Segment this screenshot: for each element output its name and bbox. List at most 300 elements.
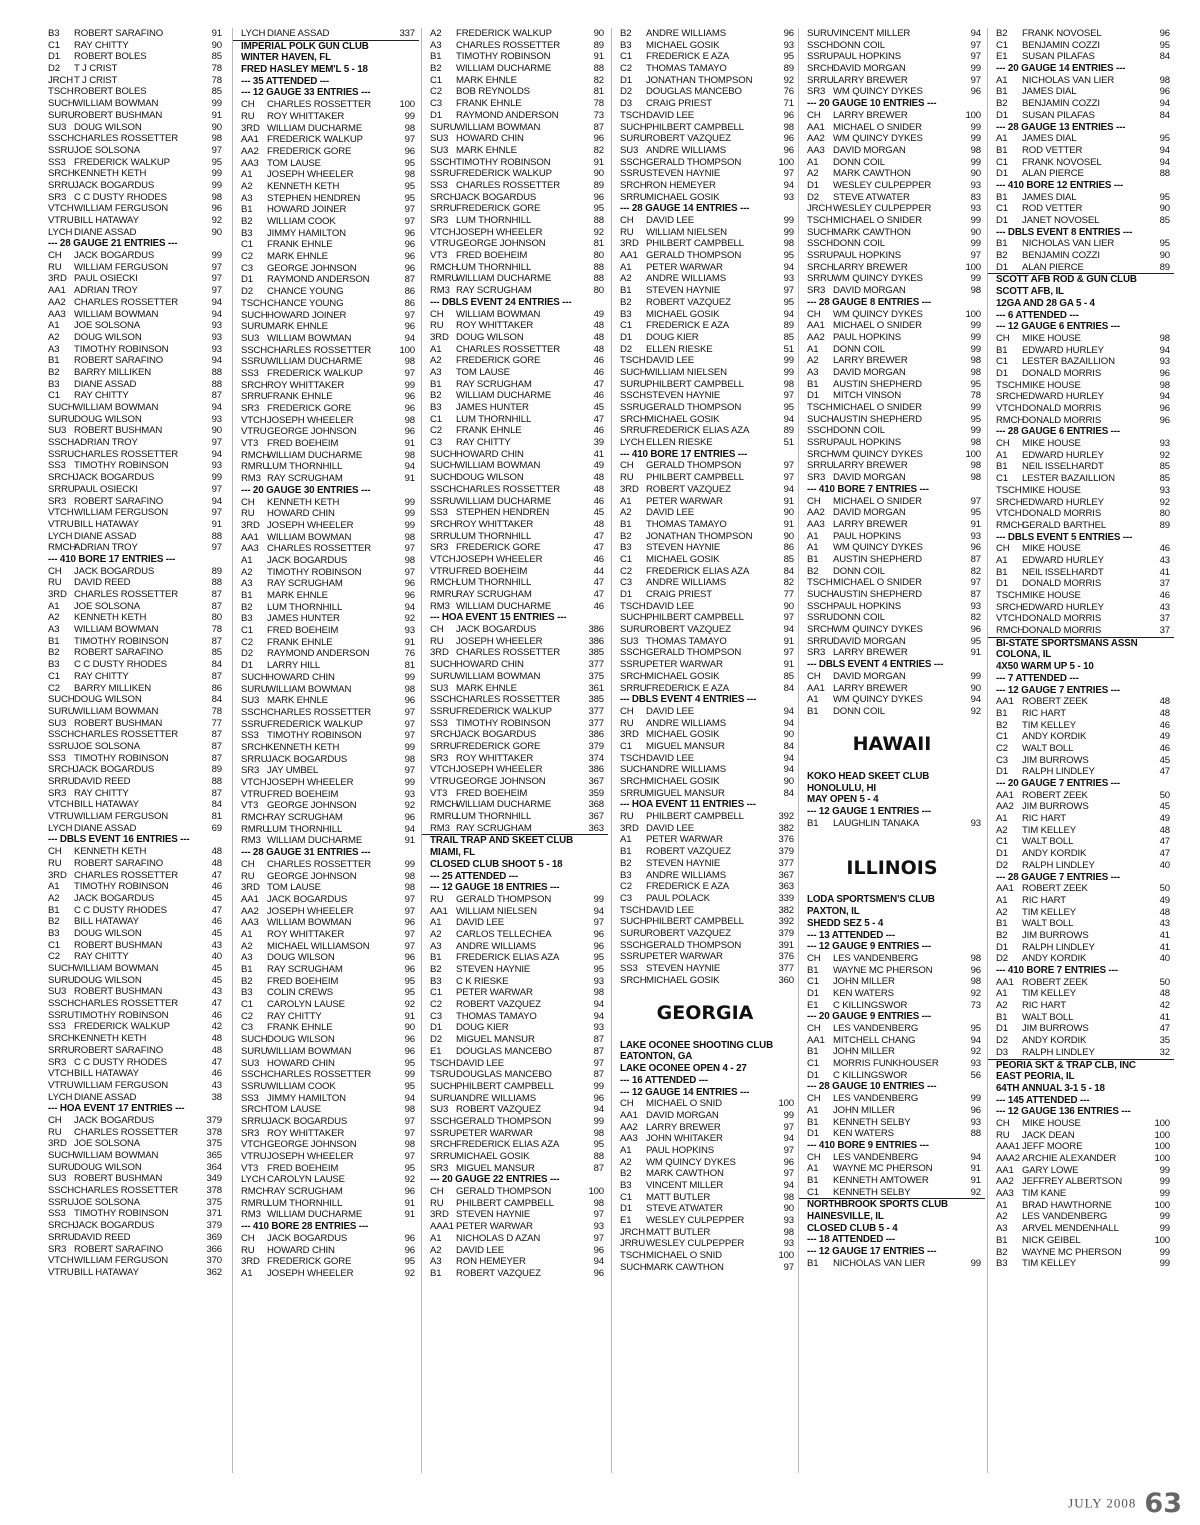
shooter-name: JOSEPH WHEELER (456, 553, 543, 565)
score: 386 (588, 624, 604, 636)
shooter-name: RALPH LINDLEY (1022, 859, 1095, 871)
result-row (799, 40, 985, 52)
result-row (40, 963, 226, 975)
class-code: SRRU (241, 1115, 268, 1127)
shooter-name: WALT BOLL (1022, 742, 1074, 754)
class-code: VTRU (430, 565, 456, 577)
score: 96 (1159, 414, 1170, 426)
score: 89 (1159, 261, 1170, 273)
score: 82 (970, 612, 981, 624)
shooter-name: JANET NOVOSEL (1022, 215, 1100, 226)
section-heading: --- HOA EVENT 15 ENTRIES --- (430, 612, 567, 624)
results-columns (40, 28, 1180, 1473)
shooter-name: PHILBERT CAMPBELL (646, 472, 744, 484)
score: 35 (1159, 1035, 1170, 1047)
class-code: SRCH (48, 1220, 75, 1232)
score: 92 (404, 800, 415, 812)
score: 48 (593, 483, 604, 495)
score: 97 (211, 507, 222, 519)
class-code: SRCH (48, 764, 75, 776)
class-code: SRCH (430, 191, 457, 203)
shooter-name: CHARLES ROSSETTER (267, 344, 372, 356)
class-code: RU (48, 261, 62, 273)
result-row (233, 1198, 419, 1210)
shooter-name: TIMOTHY ROBINSON (74, 460, 169, 472)
class-code: RU (241, 870, 255, 882)
class-code: VTCH (48, 799, 74, 811)
score: 91 (211, 109, 222, 121)
class-code: CH (807, 495, 821, 507)
result-row (799, 355, 985, 367)
shooter-name: ARVEL MENDENHALL (1022, 1223, 1119, 1235)
shooter-name: CHARLES ROSSETTER (267, 99, 372, 111)
class-code: VT3 (430, 250, 448, 262)
shooter-name: TIM KELLEY (1022, 719, 1076, 731)
result-row (40, 367, 226, 379)
class-code: A1 (996, 554, 1008, 566)
result-row (612, 51, 798, 63)
score: 41 (593, 448, 604, 460)
score: 89 (211, 565, 222, 577)
shooter-name: FREDERICK GORE (267, 403, 352, 414)
score: 96 (970, 624, 981, 636)
shooter-name: CHARLES ROSSETTER (74, 296, 179, 308)
score: 95 (783, 296, 794, 308)
shooter-name: JACK BOGARDUS (267, 1115, 348, 1127)
result-row (988, 895, 1174, 907)
shooter-name: KENNETH KETH (267, 180, 340, 192)
result-row (799, 262, 985, 274)
class-code: SURU (241, 1045, 268, 1057)
shooter-name: RAY CHITTY (74, 390, 129, 402)
shooter-name: DIANE ASSAD (267, 28, 330, 39)
result-row (233, 952, 419, 964)
score: 40 (1159, 859, 1170, 871)
result-row (422, 554, 608, 566)
class-code: TSCH (430, 1057, 456, 1069)
class-code: B1 (996, 1234, 1008, 1246)
section-heading: --- 28 GAUGE 31 ENTRIES --- (241, 847, 371, 859)
result-row (612, 1262, 798, 1274)
score: 94 (783, 483, 794, 495)
shooter-name: WILLIAM BOWMAN (74, 705, 159, 717)
result-row (612, 858, 798, 870)
shooter-name: JOE SOLSONA (74, 740, 141, 752)
class-code: SRRU (48, 1231, 75, 1243)
shooter-name: MICHAEL O SNIDER (833, 320, 922, 332)
result-row (40, 1173, 226, 1185)
result-row (40, 110, 226, 122)
shooter-name: MICHAEL GOSIK (646, 308, 720, 320)
shooter-name: KEN WATERS (833, 1128, 894, 1140)
result-row (40, 320, 226, 332)
shooter-name: RAYMOND ANDERSON (267, 274, 370, 286)
shooter-name: MIGUEL MANSUR (646, 740, 725, 752)
class-code: A3 (430, 366, 442, 378)
class-code: A2 (430, 28, 442, 39)
class-code: AA1 (996, 696, 1014, 708)
section-heading: --- 12 GAUGE 18 ENTRIES --- (430, 882, 560, 894)
result-row (233, 964, 419, 976)
result-row (40, 425, 226, 437)
result-row (988, 708, 1174, 720)
section-heading: --- 20 GAUGE 30 ENTRIES --- (241, 484, 371, 496)
score: 97 (404, 940, 415, 952)
class-code: VTCH (48, 1068, 74, 1080)
shooter-name: JACK BOGARDUS (267, 554, 348, 566)
shooter-name: GERALD THOMPSON (456, 893, 552, 905)
shooter-name: MARK CAWTHON (833, 168, 911, 180)
result-row (799, 180, 985, 192)
score: 48 (593, 518, 604, 530)
score: 49 (593, 460, 604, 472)
result-row (40, 940, 226, 952)
class-code: LYCH (48, 822, 73, 834)
class-code: A1 (620, 495, 632, 507)
shooter-name: EDWARD HURLEY (1022, 496, 1104, 508)
class-code: VTCH (996, 403, 1022, 414)
class-code: SRCH (807, 261, 834, 273)
shooter-name: DONALD MORRIS (1022, 578, 1102, 590)
class-code: RU (48, 577, 62, 589)
score: 99 (970, 402, 981, 413)
class-code: A3 (241, 578, 253, 590)
result-row (233, 1022, 419, 1034)
class-code: SU3 (48, 986, 67, 998)
result-row (233, 719, 419, 731)
shooter-name: STEVEN HAYNIE (646, 857, 721, 869)
score: 377 (588, 717, 604, 729)
shooter-name: WILLIAM BOWMAN (74, 98, 159, 110)
class-code: B2 (620, 530, 632, 542)
class-code: B2 (807, 565, 819, 577)
class-code: SRCH (48, 1033, 75, 1045)
shooter-name: WILLIAM BOWMAN (456, 670, 541, 682)
shooter-name: C C DUSTY RHODES (74, 904, 167, 916)
shooter-name: DIANE ASSAD (74, 530, 137, 542)
result-row (40, 566, 226, 578)
shooter-name: FRED BOEHEIM (267, 788, 339, 800)
shooter-name: ANDRE WILLIAMS (456, 940, 536, 952)
score: 97 (783, 285, 794, 297)
result-row (233, 859, 419, 871)
section-heading: --- DBLS EVENT 16 ENTRIES --- (48, 834, 190, 846)
class-code: AA3 (241, 917, 259, 929)
shooter-name: FREDERICK GORE (456, 355, 541, 367)
shooter-name: JACK BOGARDUS (267, 893, 348, 905)
result-row (612, 122, 798, 134)
shooter-name: WILLIAM FERGUSON (74, 261, 169, 273)
score: 93 (593, 1221, 604, 1233)
shooter-name: RALPH LINDLEY (1022, 1046, 1095, 1058)
result-row (233, 426, 419, 438)
result-row (422, 964, 608, 976)
shooter-name: DAVID LEE (646, 355, 695, 367)
shooter-name: FREDERICK GORE (456, 740, 541, 752)
class-code: SRCH (430, 729, 457, 741)
score: 92 (404, 999, 415, 1011)
class-code: SU3 (430, 682, 449, 694)
shooter-name: KENNETH KETH (267, 496, 340, 508)
score: 94 (783, 1180, 794, 1191)
shooter-name: CRAIG PRIEST (646, 98, 712, 110)
class-code: B1 (807, 964, 819, 976)
result-row (422, 1151, 608, 1163)
score: 96 (970, 1104, 981, 1116)
score: 87 (404, 274, 415, 286)
section-heading: --- 12 GAUGE 6 ENTRIES --- (996, 321, 1121, 333)
class-code: 3RD (620, 483, 639, 495)
class-code: A3 (48, 343, 60, 355)
score: 91 (783, 495, 794, 507)
shooter-name: TOM LAUSE (267, 882, 321, 894)
shooter-name: DIANE ASSAD (74, 822, 137, 834)
result-row (422, 788, 608, 800)
section-heading: FRED HASLEY MEM'L 5 - 18 (241, 64, 368, 76)
score: 95 (970, 378, 981, 390)
score: 99 (970, 331, 981, 343)
shooter-name: ROBERT VAZQUEZ (646, 483, 731, 495)
result-row (233, 228, 419, 240)
class-code: E1 (430, 1045, 442, 1057)
shooter-name: ROY WHITTAKER (267, 928, 345, 940)
result-row (233, 1093, 419, 1105)
class-code: SS3 (241, 367, 259, 379)
score: 96 (404, 239, 415, 251)
shooter-name: DAVID MORGAN (833, 63, 906, 75)
shooter-name: WILLIAM NIELSEN (456, 905, 537, 917)
score: 97 (211, 261, 222, 273)
score: 76 (783, 86, 794, 98)
section-heading: --- 28 GAUGE 14 ENTRIES --- (620, 203, 750, 215)
class-code: B2 (620, 296, 632, 308)
shooter-name: PAUL HOPKINS (833, 530, 902, 542)
shooter-name: JAMES DIAL (1022, 133, 1077, 145)
shooter-name: ROBERT BUSHMAN (74, 1173, 163, 1185)
shooter-name: JACK BOGARDUS (74, 472, 155, 484)
score: 90 (783, 507, 794, 519)
shooter-name: ANDRE WILLIAMS (646, 577, 726, 589)
result-row (612, 554, 798, 566)
score: 94 (783, 764, 794, 776)
result-row (799, 1152, 985, 1164)
section-heading: --- 20 GAUGE 14 ENTRIES --- (996, 63, 1126, 75)
class-code: A1 (807, 343, 819, 355)
shooter-name: COLIN CREWS (267, 987, 334, 999)
shooter-name: JOSEPH WHEELER (267, 169, 354, 181)
result-row (422, 659, 608, 671)
shooter-name: DAVID MORGAN (833, 670, 906, 682)
result-row (799, 133, 985, 145)
shooter-name: JIM BURROWS (1022, 929, 1089, 941)
section-heading: COLONA, IL (996, 649, 1052, 661)
class-code: CH (807, 1093, 821, 1105)
score: 48 (1159, 707, 1170, 719)
shooter-name: PHILBERT CAMPBELL (646, 916, 744, 928)
shooter-name: TIMOTHY ROBINSON (74, 752, 169, 764)
class-code: C1 (48, 939, 60, 951)
result-row (799, 1035, 985, 1047)
shooter-name: FRANK EHNLE (456, 98, 522, 110)
class-code: B3 (620, 308, 632, 320)
class-code: SSCH (430, 483, 457, 495)
class-code: D3 (620, 98, 632, 110)
section-heading: BI-STATE SPORTSMANS ASSN (996, 637, 1138, 649)
class-code: C3 (430, 1010, 442, 1022)
score: 97 (404, 1127, 415, 1139)
class-code: TSCH (807, 402, 833, 413)
class-code: RMCH (48, 542, 77, 554)
class-code: SR3 (430, 542, 449, 554)
class-code: SRRU (48, 1044, 75, 1056)
result-row (422, 577, 608, 589)
score: 95 (404, 157, 415, 169)
class-code: D2 (996, 859, 1008, 871)
result-row (988, 345, 1174, 357)
class-code: D1 (48, 51, 60, 63)
result-row (233, 660, 419, 672)
shooter-name: GEORGE JOHNSON (267, 870, 357, 882)
score: 87 (593, 121, 604, 133)
result-row (40, 63, 226, 75)
class-code: SUCH (430, 1080, 457, 1092)
score: 100 (1154, 1129, 1170, 1141)
shooter-name: THOMAS TAMAYO (646, 635, 727, 647)
shooter-name: MICHAEL GOSIK (456, 1151, 530, 1162)
shooter-name: WM QUINCY DYKES (833, 86, 923, 98)
shooter-name: MARK EHNLE (456, 74, 517, 86)
shooter-name: PHILBERT CAMPBELL (646, 378, 744, 390)
shooter-name: KENNETH KETH (74, 1033, 147, 1045)
shooter-name: GERALD THOMPSON (646, 460, 742, 472)
class-code: B1 (996, 86, 1008, 98)
shooter-name: WILLIAM BOWMAN (267, 531, 352, 543)
score: 99 (1159, 1246, 1170, 1258)
shooter-name: PAUL OSIECKI (74, 273, 138, 285)
class-code: C2 (430, 425, 442, 437)
result-row (422, 414, 608, 426)
result-row (988, 51, 1174, 63)
result-row (799, 1117, 985, 1129)
shooter-name: DAVID MORGAN (646, 1109, 719, 1121)
shooter-name: FRANK EHNLE (267, 391, 333, 403)
shooter-name: WM QUINCY DYKES (833, 273, 923, 285)
class-code: RMRU (241, 461, 270, 473)
result-row (799, 1023, 985, 1035)
score: 87 (211, 635, 222, 647)
result-row (612, 718, 798, 730)
shooter-name: DAVID MORGAN (833, 366, 906, 378)
result-row (799, 402, 985, 414)
result-row (422, 192, 608, 204)
shooter-name: DOUG WILSON (456, 472, 524, 484)
class-code: B2 (241, 601, 253, 613)
class-code: SR3 (48, 787, 67, 799)
shooter-name: LES VANDENBERG (833, 1151, 919, 1163)
score: 49 (1159, 731, 1170, 743)
shooter-name: JIMMY HAMILTON (267, 227, 346, 239)
result-row (40, 122, 226, 134)
score: 73 (593, 109, 604, 121)
class-code: B1 (996, 144, 1008, 156)
result-row (40, 1162, 226, 1174)
shooter-name: DIANE ASSAD (74, 226, 137, 238)
shooter-name: DONALD MORRIS (1022, 625, 1102, 637)
score: 100 (965, 109, 981, 121)
result-row (988, 1200, 1174, 1212)
result-row (233, 578, 419, 590)
score: 391 (778, 939, 794, 951)
result-row (40, 1127, 226, 1139)
score: 50 (1159, 789, 1170, 801)
class-code: A3 (807, 366, 819, 378)
score: 32 (1159, 1046, 1170, 1058)
class-code: RM3 (241, 835, 261, 847)
score: 95 (783, 250, 794, 262)
score: 99 (593, 1115, 604, 1127)
class-code: A1 (807, 1163, 819, 1175)
shooter-name: T J CRIST (74, 74, 118, 86)
score: 46 (211, 881, 222, 893)
class-code: RMCH (241, 1186, 270, 1198)
result-row (40, 788, 226, 800)
result-row (988, 485, 1174, 497)
result-row (40, 1267, 226, 1279)
score: 84 (211, 659, 222, 671)
result-row (988, 450, 1174, 462)
result-row (233, 812, 419, 824)
score: 90 (211, 39, 222, 51)
class-code: SRCH (241, 741, 268, 753)
class-code: SURU (48, 413, 75, 425)
shooter-name: ROY WHITTAKER (267, 379, 345, 391)
score: 97 (970, 74, 981, 86)
class-code: B2 (48, 916, 60, 928)
class-code: B2 (996, 28, 1008, 39)
class-code: SRCH (241, 379, 268, 391)
score: 90 (593, 168, 604, 180)
score: 78 (593, 98, 604, 110)
shooter-name: THOMAS TAMAYO (646, 518, 727, 530)
shooter-name: GERALD THOMPSON (646, 647, 742, 659)
score: 382 (778, 904, 794, 916)
score: 99 (593, 1080, 604, 1092)
class-code: SR3 (241, 403, 260, 414)
score: 96 (404, 321, 415, 333)
result-row (422, 1046, 608, 1058)
score: 100 (1154, 1199, 1170, 1211)
shooter-name: DOUG WILSON (74, 1161, 142, 1173)
shooter-name: EDWARD HURLEY (1022, 391, 1104, 403)
class-code: SRRU (620, 682, 647, 694)
class-code: VTRU (241, 1151, 267, 1162)
section-heading: --- DBLS EVENT 4 ENTRIES --- (620, 694, 757, 706)
class-code: CH (620, 705, 634, 717)
shooter-name: BILL HATAWAY (74, 518, 139, 530)
result-row (422, 671, 608, 683)
score: 92 (211, 215, 222, 226)
score: 87 (593, 1069, 604, 1081)
class-code: AA1 (430, 905, 448, 917)
result-row (422, 145, 608, 157)
result-row (40, 168, 226, 180)
shooter-name: TIMOTHY ROBINSON (74, 1208, 169, 1220)
result-row (233, 193, 419, 205)
result-row (422, 1139, 608, 1151)
score: 98 (404, 414, 415, 426)
class-code: SRCH (48, 168, 75, 180)
shooter-name: FRED BOEHEIM (456, 250, 528, 262)
